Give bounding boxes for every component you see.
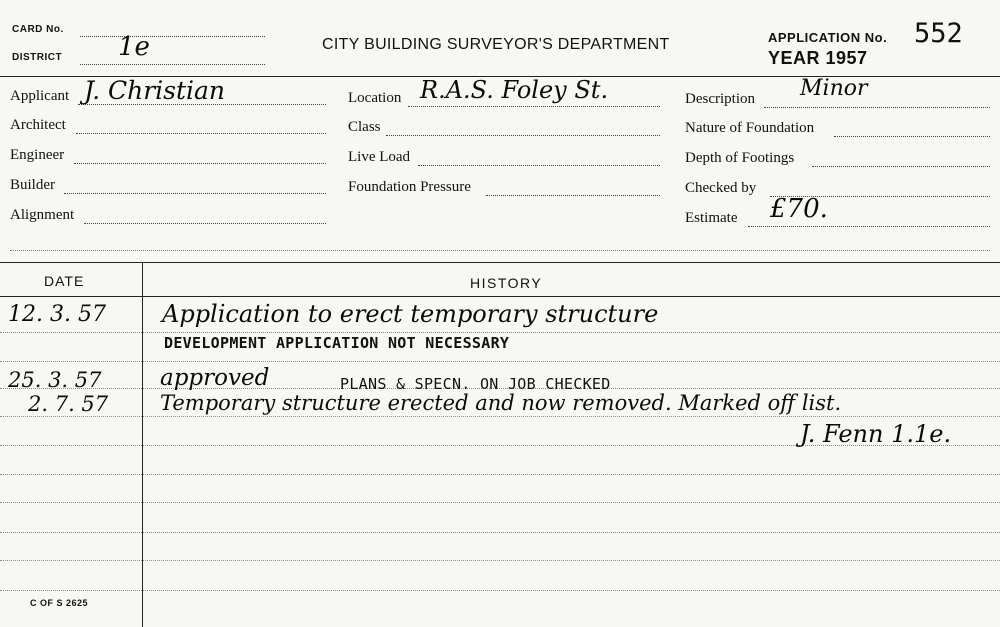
history-ruled-line — [0, 332, 1000, 333]
date-header: DATE — [44, 273, 85, 289]
applicant-label: Applicant — [10, 88, 70, 104]
district-label: DISTRICT — [12, 52, 63, 63]
builder-label: Builder — [10, 177, 55, 193]
alignment-label: Alignment — [10, 207, 75, 223]
estimate-value: £70. — [770, 194, 828, 224]
form-code: C OF S 2625 — [30, 598, 89, 608]
history-date: 2. 7. 57 — [28, 392, 109, 416]
class-line — [386, 135, 660, 136]
foundation-pressure-label: Foundation Pressure — [348, 179, 471, 195]
application-no-label: APPLICATION No. — [768, 30, 888, 45]
architect-label: Architect — [10, 117, 66, 133]
extra-line — [10, 250, 990, 251]
district-value: 1e — [118, 32, 150, 62]
live-load-line — [418, 165, 660, 166]
builder-line — [64, 193, 326, 194]
engineer-label: Engineer — [10, 147, 65, 163]
estimate-label: Estimate — [685, 210, 738, 226]
history-top-rule — [0, 262, 1000, 263]
history-ruled-line — [0, 590, 1000, 591]
applicant-value: J. Christian — [84, 76, 226, 105]
history-header-rule — [0, 296, 1000, 297]
history-header: HISTORY — [470, 275, 543, 291]
history-entry: DEVELOPMENT APPLICATION NOT NECESSARY — [164, 334, 510, 352]
foundation-pressure-line — [486, 195, 660, 196]
estimate-line — [748, 226, 990, 227]
alignment-line — [84, 223, 326, 224]
nature-of-foundation-label: Nature of Foundation — [685, 120, 815, 136]
description-label: Description — [685, 91, 755, 107]
history-date: 25. 3. 57 — [8, 368, 102, 392]
application-no-value: 552 — [914, 18, 963, 49]
history-entry: Temporary structure erected and now removed. Marked off list. — [160, 391, 842, 415]
engineer-line — [74, 163, 326, 164]
live-load-label: Live Load — [348, 149, 411, 165]
card-no-line — [80, 36, 265, 37]
history-ruled-line — [0, 361, 1000, 362]
location-line — [408, 106, 660, 107]
depth-of-footings-line — [812, 166, 990, 167]
district-line — [80, 64, 265, 65]
history-date: 12. 3. 57 — [8, 302, 106, 327]
history-entry: PLANS & SPECN. ON JOB CHECKED — [340, 375, 611, 393]
year-label: YEAR 1957 — [768, 48, 868, 68]
history-ruled-line — [0, 416, 1000, 417]
class-label: Class — [348, 119, 381, 135]
description-value: Minor — [800, 76, 868, 101]
history-ruled-line — [0, 532, 1000, 533]
card-no-label: CARD No. — [12, 24, 64, 35]
signature: J. Fenn 1.1e. — [800, 420, 952, 448]
location-value: R.A.S. Foley St. — [420, 76, 609, 104]
history-entry: Application to erect temporary structure — [162, 300, 659, 328]
location-label: Location — [348, 90, 402, 106]
architect-line — [76, 133, 326, 134]
department-title: CITY BUILDING SURVEYOR'S DEPARTMENT — [322, 36, 670, 53]
depth-of-footings-label: Depth of Footings — [685, 150, 795, 166]
history-ruled-line — [0, 474, 1000, 475]
history-ruled-line — [0, 502, 1000, 503]
history-ruled-line — [0, 560, 1000, 561]
history-entry: approved — [160, 365, 270, 391]
checked-by-label: Checked by — [685, 180, 757, 196]
description-line — [764, 107, 990, 108]
nature-of-foundation-line — [834, 136, 990, 137]
